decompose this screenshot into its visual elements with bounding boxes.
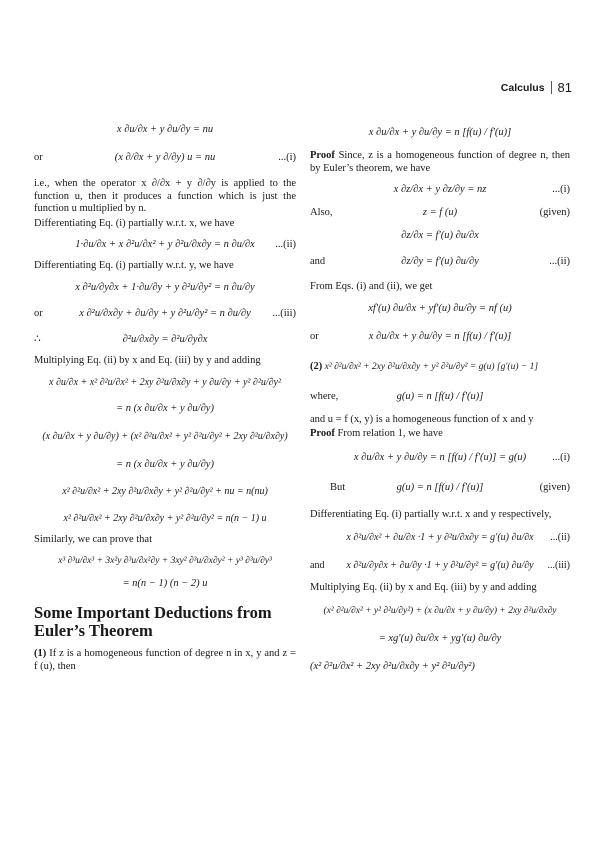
proof-label: Proof <box>310 150 335 161</box>
equation-text: g(u) = n [f(u) / f′(u)] <box>396 390 484 402</box>
equation <box>310 352 570 382</box>
paragraph: Differentiating Eq. (i) partially w.r.t. x, we have <box>34 217 235 229</box>
and-label: and <box>310 256 326 268</box>
equation-text: = xg′(u) ∂u/∂x + yg′(u) ∂u/∂y <box>378 633 502 645</box>
paragraph: Multiplying Eq. (ii) by x and Eq. (iii) by y and adding <box>310 581 537 593</box>
equation-tag: ...(iii) <box>272 307 296 319</box>
also-label: Also, <box>310 207 333 219</box>
equation-text: 1·∂u/∂x + x ∂²u/∂x² + y ∂²u/∂x∂y = n ∂u/∂x <box>75 239 255 251</box>
equation-text: x ∂u/∂x + x² ∂²u/∂x² + 2xy ∂²u/∂x∂y + y ∂u/∂y + y² ∂²u/∂y² <box>49 376 281 388</box>
item-number: (2) <box>310 360 323 372</box>
equation <box>34 327 296 353</box>
equation <box>34 370 296 396</box>
equation-text: = n (x ∂u/∂x + y ∂u/∂y) <box>116 402 214 414</box>
equation <box>34 396 296 422</box>
equation-tag: ...(i) <box>552 184 570 196</box>
page-number: 81 <box>557 80 572 95</box>
equation <box>310 596 570 626</box>
equation <box>34 452 296 478</box>
equation-text: = n (x ∂u/∂x + y ∂u/∂y) <box>116 458 214 470</box>
equation-text: x² ∂²u/∂x² + 2xy ∂²u/∂x∂y + y² ∂²u/∂y² = g(u) [g′(u) − 1] <box>324 361 539 372</box>
given-tag: (given) <box>539 207 570 219</box>
equation-tag: ...(i) <box>552 451 570 463</box>
equation-tag: ...(ii) <box>275 239 296 251</box>
equation-text: (x ∂u/∂x + y ∂u/∂y) + (x² ∂²u/∂x² + y² ∂²u/∂y² + 2xy ∂²u/∂x∂y) <box>42 430 288 442</box>
equation-text: ∂²u/∂x∂y = ∂²u/∂y∂x <box>122 333 208 345</box>
equation <box>310 296 570 322</box>
equation-text: = n(n − 1) (n − 2) u <box>122 578 208 590</box>
equation-i <box>310 177 570 203</box>
or-label: or <box>310 330 319 342</box>
given-tag: (given) <box>539 481 570 493</box>
item-text: If z is a homogeneous function of degree n in x, y and z = f (u), then <box>34 648 296 673</box>
equation-text: (x² ∂²u/∂x² + y² ∂²u/∂y²) + (x ∂u/∂x + y ∂u/∂y) + 2xy ∂²u/∂x∂y <box>323 606 557 617</box>
paragraph <box>34 648 296 673</box>
paragraph <box>310 150 570 175</box>
equation-ii <box>310 249 570 275</box>
paragraph: i.e., when the operator x ∂/∂x + y ∂/∂y is applied to the function u, then it produces a function which is just the function u multiplied by n. <box>34 178 296 215</box>
header-divider <box>551 81 552 94</box>
paragraph <box>310 428 570 441</box>
equation <box>34 118 296 142</box>
equation-text: xf′(u) ∂u/∂x + yf′(u) ∂u/∂y = nf (u) <box>368 302 512 314</box>
equation <box>34 422 296 452</box>
equation <box>310 626 570 652</box>
equation-text: ∂z/∂y = f′(u) ∂u/∂y <box>401 256 479 268</box>
equation-text: x ∂²u/∂x∂y + ∂u/∂y + y ∂²u/∂y² = n ∂u/∂y <box>79 307 251 319</box>
equation-text: x ∂²u/∂x² + ∂u/∂x ·1 + y ∂²u/∂x∂y = g′(u) ∂u/∂x <box>346 531 534 543</box>
equation <box>34 574 296 594</box>
paragraph: Differentiating Eq. (i) partially w.r.t. y, we have <box>34 260 234 272</box>
paragraph: and u = f (x, y) is a homogeneous function of x and y <box>310 413 534 425</box>
equation <box>310 473 570 503</box>
paragraph: Similarly, we can prove that <box>34 533 152 545</box>
paragraph: From Eqs. (i) and (ii), we get <box>310 281 433 293</box>
equation-i <box>310 443 570 473</box>
paragraph: Multiplying Eq. (ii) by x and Eq. (iii) by y and adding <box>34 354 261 366</box>
right-column <box>310 118 570 682</box>
proof-text: Since, z is a homogeneous function of degree n, then by Euler’s theorem, we have <box>310 150 570 174</box>
equation <box>34 548 296 574</box>
and-label: and <box>310 559 325 571</box>
but-label: But <box>330 481 346 493</box>
equation <box>310 223 570 249</box>
equation <box>34 275 296 301</box>
or-label: or <box>34 152 43 163</box>
equation-text: z = f (u) <box>422 207 458 219</box>
proof-label: Proof <box>310 428 335 440</box>
item-number: (1) <box>34 648 47 660</box>
equation-tag: ...(ii) <box>549 256 570 268</box>
left-column <box>34 118 296 676</box>
equation <box>310 118 570 148</box>
page-header <box>501 80 572 95</box>
equation-iii <box>310 552 570 580</box>
equation-i <box>34 146 296 170</box>
running-head: Calculus <box>500 81 545 94</box>
equation-ii <box>34 232 296 258</box>
equation-tag: ...(i) <box>278 152 296 163</box>
equation-tag: ...(ii) <box>550 531 570 543</box>
paragraph: Differentiating Eq. (i) partially w.r.t. x and y respectively, <box>310 508 552 520</box>
equation-iii <box>34 301 296 327</box>
equation-text: x² ∂²u/∂x² + 2xy ∂²u/∂x∂y + y² ∂²u/∂y² + nu = n(nu) <box>62 485 268 497</box>
equation-text: x ∂z/∂x + y ∂z/∂y = nz <box>393 184 487 196</box>
equation-text: (x ∂/∂x + y ∂/∂y) u = nu <box>114 152 216 163</box>
therefore-symbol: ∴ <box>34 333 41 345</box>
equation-text: g(u) = n [f(u) / f′(u)] <box>396 481 484 493</box>
where-label: where, <box>310 390 339 402</box>
equation <box>310 652 570 682</box>
equation <box>310 322 570 352</box>
equation <box>34 506 296 532</box>
equation-text: ∂z/∂x = f′(u) ∂u/∂x <box>401 230 479 242</box>
section-heading: Some Important Deductions from Euler’s Theorem <box>34 603 272 641</box>
equation-ii <box>310 524 570 552</box>
proof-text: From relation 1, we have <box>337 428 443 440</box>
equation-text: x² ∂²u/∂x² + 2xy ∂²u/∂x∂y + y² ∂²u/∂y² = n(n − 1) u <box>63 512 267 524</box>
equation-text: x ∂²u/∂y∂x + ∂u/∂y ·1 + y ∂²u/∂y² = g′(u) ∂u/∂y <box>346 559 534 571</box>
equation-text: x ∂u/∂x + y ∂u/∂y = n [f(u) / f′(u)] = g(u) <box>353 451 527 463</box>
equation-text: x ∂u/∂x + y ∂u/∂y = n [f(u) / f′(u)] <box>368 127 512 138</box>
equation-text: x ∂²u/∂y∂x + 1·∂u/∂y + y ∂²u/∂y² = n ∂u/∂y <box>75 281 255 293</box>
equation-text: x ∂u/∂x + y ∂u/∂y = n [f(u) / f′(u)] <box>368 330 512 342</box>
equation-text: (x² ∂²u/∂x² + 2xy ∂²u/∂x∂y + y² ∂²u/∂y²) <box>310 661 475 673</box>
equation <box>34 478 296 506</box>
equation <box>310 203 570 223</box>
equation-text: x ∂u/∂x + y ∂u/∂y = nu <box>116 124 214 135</box>
equation-text: x³ ∂³u/∂x³ + 3x²y ∂³u/∂x²∂y + 3xy² ∂³u/∂x∂y² + y³ ∂³u/∂y³ <box>58 556 272 567</box>
equation-tag: ...(iii) <box>547 559 570 571</box>
or-label: or <box>34 307 43 319</box>
equation <box>310 382 570 412</box>
